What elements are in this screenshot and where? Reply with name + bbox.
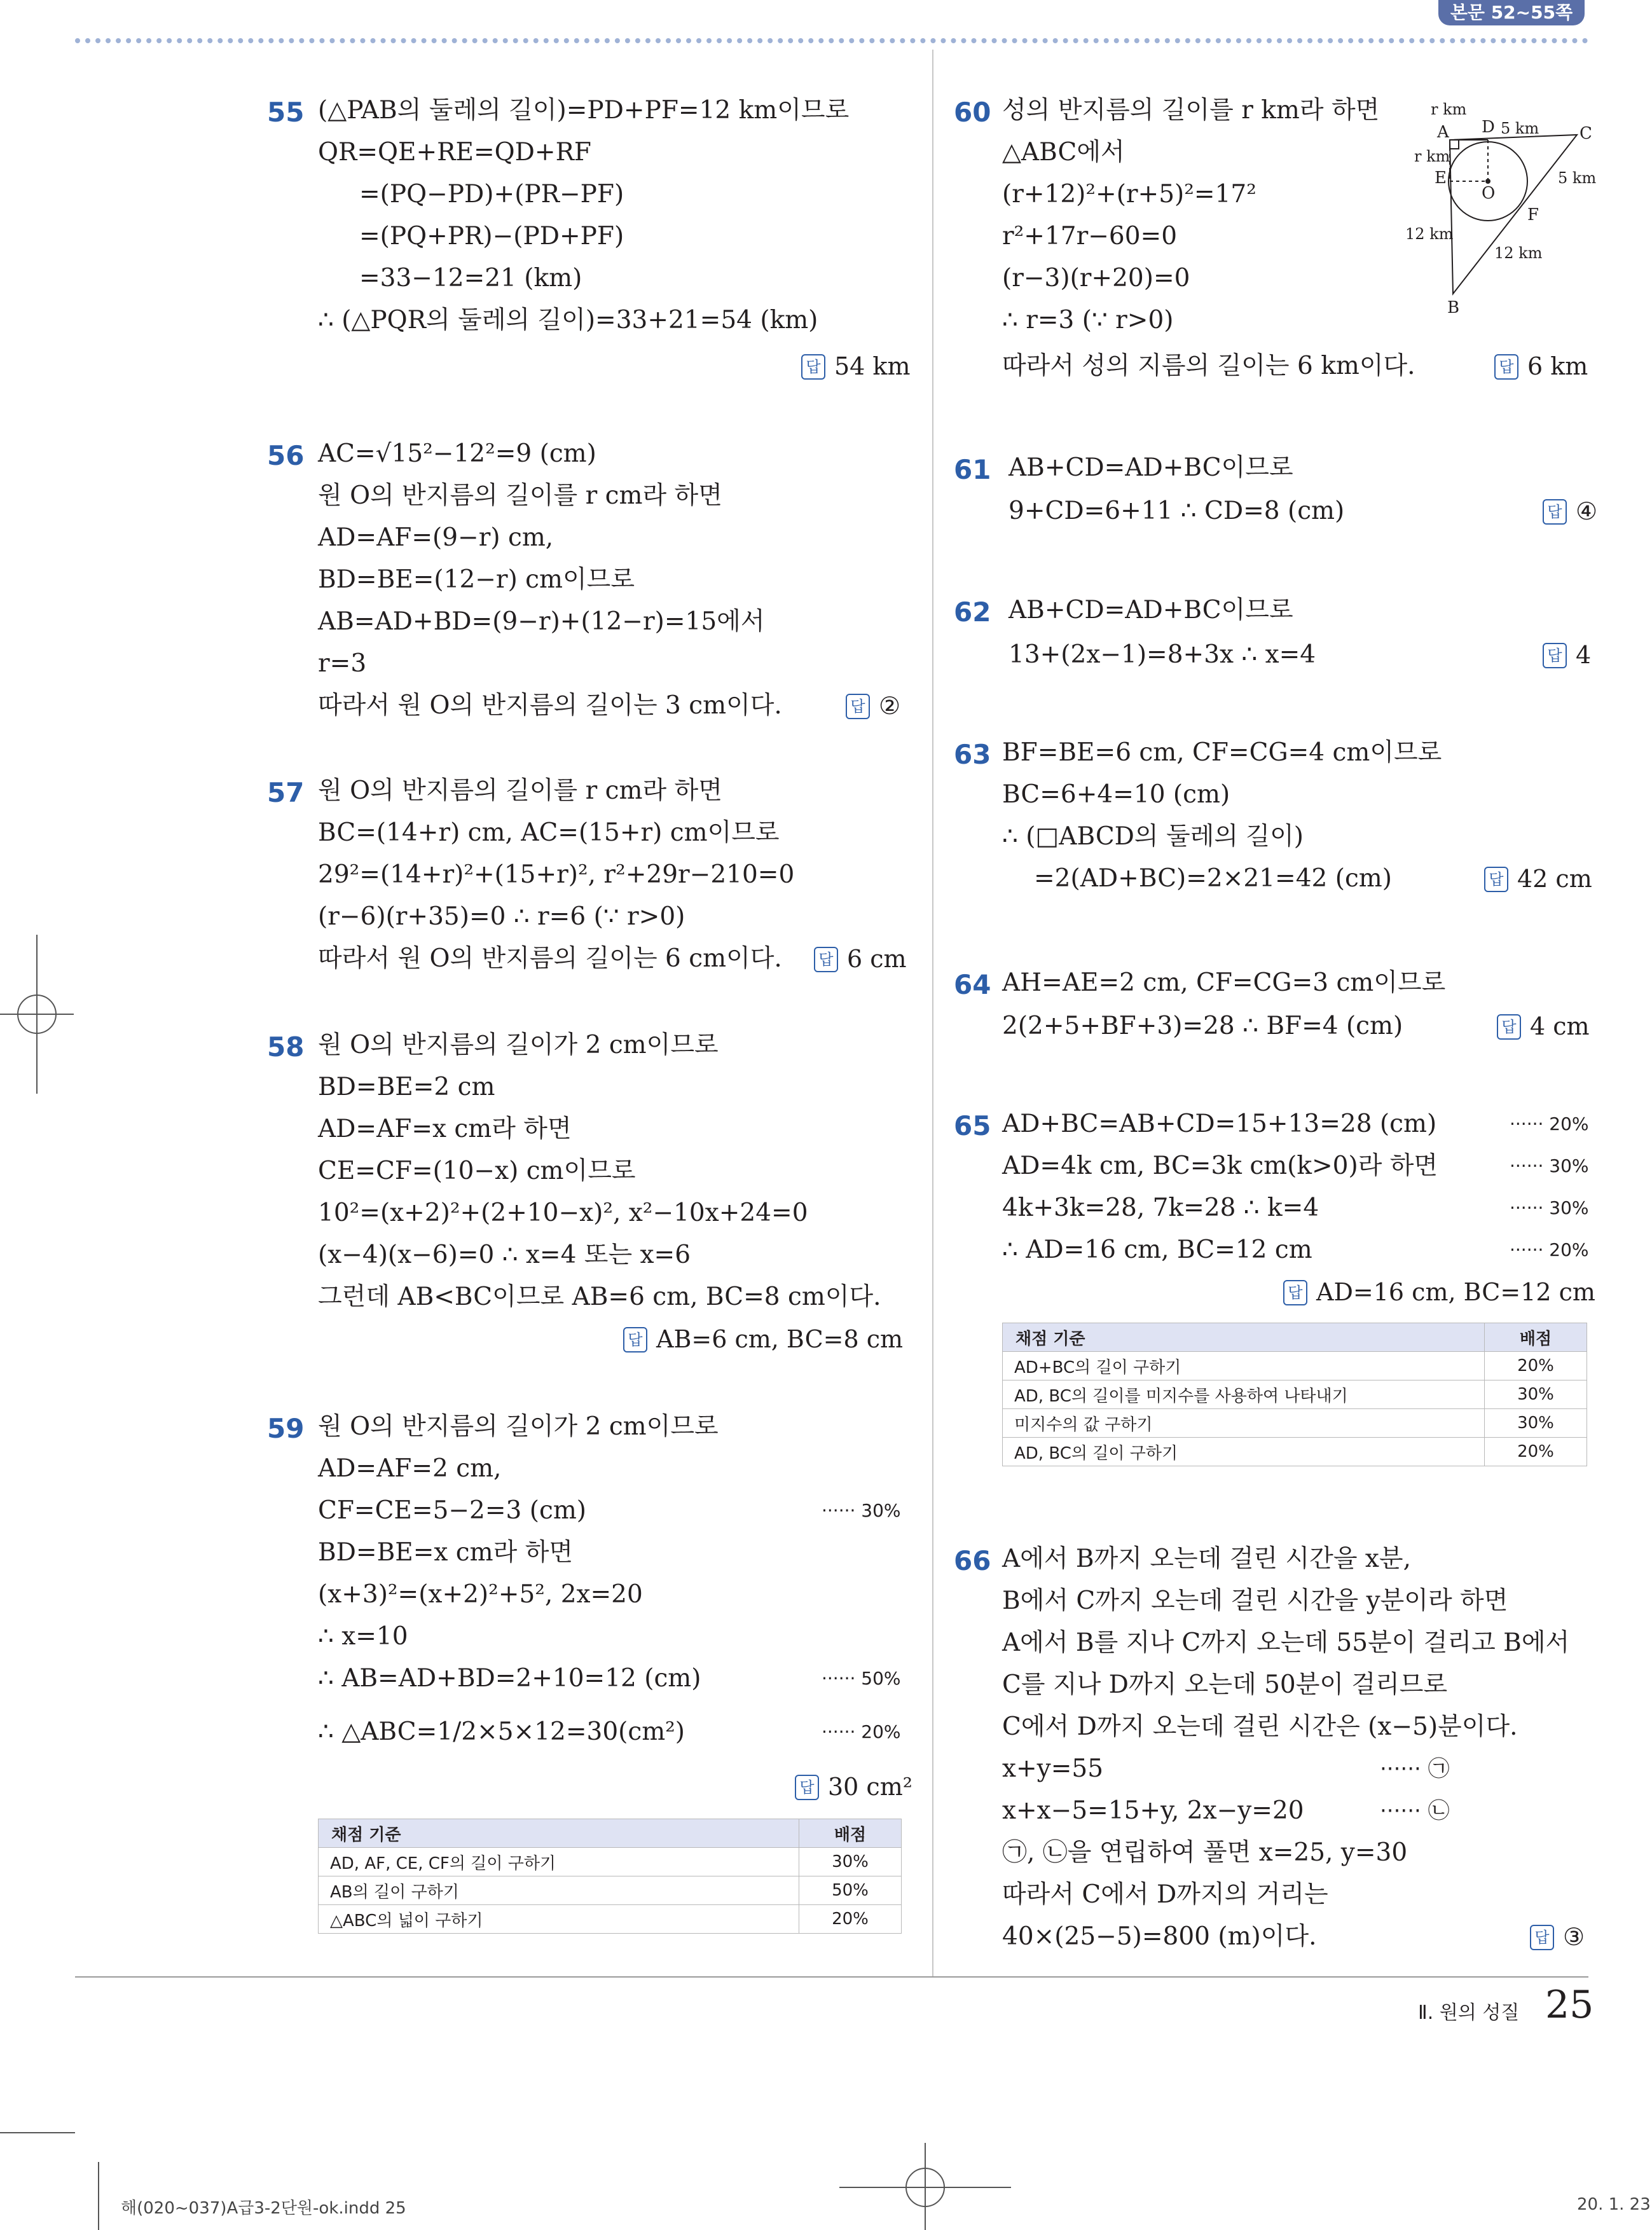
figure-label: C [1580, 124, 1592, 143]
solution-line: 13+(2x−1)=8+3x ∴ x=4 [1008, 640, 1316, 669]
solution-line: =2(AD+BC)=2×21=42 (cm) [1034, 864, 1393, 893]
solution-line: AD=AF=2 cm, [318, 1454, 502, 1483]
solution-line: =(PQ+PR)−(PD+PF) [359, 222, 624, 251]
solution-line: AB+CD=AD+BC이므로 [1008, 453, 1293, 482]
solution-line: ㉠, ㉡을 연립하여 풀면 x=25, y=30 [1002, 1838, 1408, 1867]
answer-mark: 답 [1530, 1925, 1554, 1950]
chapter-title: Ⅱ. 원의 성질 [1418, 2002, 1520, 2024]
score-percent: ······ 30% [1510, 1155, 1589, 1176]
answer: 답 30 cm² [795, 1772, 912, 1802]
crop-mark-bottom-left [0, 2124, 108, 2230]
answer: 답 4 cm [1497, 1011, 1590, 1042]
answer: 답 4 [1543, 640, 1591, 670]
solution-line: CF=CE=5−2=3 (cm) [318, 1496, 587, 1525]
table-row: AD, BC의 길이를 미지수를 사용하여 나타내기 30% [1003, 1380, 1587, 1409]
score-percent: ······ 20% [1510, 1113, 1589, 1134]
problem-number: 63 [954, 739, 991, 770]
problem-number: 64 [954, 969, 991, 1000]
figure-label: r km [1414, 148, 1450, 165]
registration-mark-bottom [839, 2130, 1011, 2230]
solution-line: BD=BE=x cm라 하면 [318, 1538, 574, 1567]
equation-marker: ······ ㉠ [1380, 1756, 1450, 1782]
figure-label: 12 km [1405, 225, 1454, 243]
figure-label: F [1527, 205, 1539, 224]
solution-line: 원 O의 반지름의 길이를 r cm라 하면 [318, 481, 722, 510]
solution-line: 9+CD=6+11 ∴ CD=8 (cm) [1008, 497, 1345, 525]
solution-line: B에서 C까지 오는데 걸린 시간을 y분이라 하면 [1002, 1586, 1508, 1615]
table-header: 배점 [799, 1819, 902, 1848]
problem-number: 65 [954, 1110, 991, 1141]
table-header: 채점 기준 [319, 1819, 799, 1848]
table-row: △ABC의 넓이 구하기 20% [319, 1905, 902, 1934]
answer: 답 54 km [801, 351, 911, 382]
page-range-tab: 본문 52~55쪽 [1438, 0, 1585, 25]
solution-line: ∴ x=10 [318, 1622, 408, 1651]
solution-line: A에서 B를 지나 C까지 오는데 55분이 걸리고 B에서 [1002, 1628, 1570, 1657]
figure-label: 5 km [1501, 120, 1539, 137]
answer-mark: 답 [1543, 643, 1567, 668]
table-header: 채점 기준 [1003, 1323, 1485, 1352]
answer-mark: 답 [1283, 1280, 1307, 1305]
answer: 답 ③ [1530, 1922, 1585, 1952]
solution-line: C를 지나 D까지 오는데 50분이 걸리므로 [1002, 1670, 1448, 1699]
solution-line: ∴ AD=16 cm, BC=12 cm [1002, 1235, 1312, 1264]
answer-mark: 답 [801, 354, 825, 380]
solution-line: 따라서 원 O의 반지름의 길이는 6 cm이다. [318, 944, 782, 973]
answer: 답 6 km [1494, 351, 1588, 382]
answer-mark: 답 [1497, 1014, 1521, 1040]
table-row: AD+BC의 길이 구하기 20% [1003, 1352, 1587, 1380]
solution-line: 2(2+5+BF+3)=28 ∴ BF=4 (cm) [1002, 1012, 1403, 1040]
score-percent: ······ 50% [822, 1668, 901, 1689]
solution-line: (△PAB의 둘레의 길이)=PD+PF=12 km이므로 [318, 96, 850, 125]
footer-rule [75, 1976, 1588, 1978]
solution-line: AD+BC=AB+CD=15+13=28 (cm) [1002, 1110, 1437, 1138]
solution-line: △ABC에서 [1002, 138, 1125, 167]
figure-label: r km [1431, 100, 1467, 118]
answer: 답 42 cm [1484, 864, 1592, 894]
figure-label: B [1447, 298, 1460, 317]
solution-line: 4k+3k=28, 7k=28 ∴ k=4 [1002, 1194, 1319, 1222]
answer-mark: 답 [1494, 354, 1518, 380]
problem-number: 66 [954, 1545, 991, 1576]
header-dotted-rule [75, 38, 1588, 43]
solution-line: AD=AF=x cm라 하면 [318, 1115, 572, 1143]
problem-number: 56 [267, 440, 305, 471]
answer: 답 ④ [1543, 496, 1597, 527]
figure-label: A [1437, 123, 1449, 142]
solution-line: 원 O의 반지름의 길이가 2 cm이므로 [318, 1412, 719, 1441]
solution-line: BC=(14+r) cm, AC=(15+r) cm이므로 [318, 818, 780, 847]
score-percent: ······ 30% [1510, 1197, 1589, 1218]
figure-label: D [1482, 118, 1495, 137]
solution-line: (x−4)(x−6)=0 ∴ x=4 또는 x=6 [318, 1241, 691, 1269]
table-row: AD, AF, CE, CF의 길이 구하기 30% [319, 1848, 902, 1876]
page-number: 25 [1545, 1983, 1594, 2027]
solution-line: 10²=(x+2)²+(2+10−x)², x²−10x+24=0 [318, 1199, 808, 1227]
table-row: AD, BC의 길이 구하기 20% [1003, 1438, 1587, 1466]
solution-line: 그런데 AB<BC이므로 AB=6 cm, BC=8 cm이다. [318, 1283, 881, 1311]
answer: 답 AB=6 cm, BC=8 cm [623, 1324, 903, 1354]
registration-mark-left [0, 935, 76, 1094]
answer-mark: 답 [846, 694, 870, 719]
solution-line: 따라서 성의 지름의 길이는 6 km이다. [1002, 352, 1415, 380]
table-header: 배점 [1485, 1323, 1587, 1352]
answer-mark: 답 [814, 947, 838, 972]
solution-line: 29²=(14+r)²+(15+r)², r²+29r−210=0 [318, 860, 795, 889]
problem-number: 55 [267, 97, 305, 128]
solution-line: AB=AD+BD=(9−r)+(12−r)=15에서 [318, 607, 765, 636]
solution-line: r²+17r−60=0 [1002, 222, 1178, 251]
solution-line: 따라서 C에서 D까지의 거리는 [1002, 1880, 1328, 1909]
solution-line: AH=AE=2 cm, CF=CG=3 cm이므로 [1002, 968, 1446, 997]
answer-mark: 답 [1543, 499, 1567, 525]
problem-number: 59 [267, 1413, 305, 1444]
print-date: 20. 1. 23 [1577, 2195, 1651, 2214]
figure-label: O [1482, 184, 1496, 203]
problem-number: 61 [954, 454, 991, 485]
solution-line: BD=BE=(12−r) cm이므로 [318, 565, 635, 594]
score-percent: ······ 20% [822, 1721, 901, 1742]
answer: 답 AD=16 cm, BC=12 cm [1283, 1277, 1595, 1307]
equation-marker: ······ ㉡ [1380, 1798, 1450, 1824]
solution-line: =33−12=21 (km) [359, 264, 582, 293]
answer: 답 ② [846, 691, 900, 721]
solution-line: x+x−5=15+y, 2x−y=20 [1002, 1796, 1304, 1825]
solution-line: (x+3)²=(x+2)²+5², 2x=20 [318, 1580, 643, 1609]
solution-line: ∴ △ABC=1/2×5×12=30(cm²) [318, 1717, 685, 1746]
problem-number: 57 [267, 777, 305, 808]
solution-line: 따라서 원 O의 반지름의 길이는 3 cm이다. [318, 691, 782, 720]
answer: 답 6 cm [814, 944, 907, 974]
table-row: AB의 길이 구하기 50% [319, 1876, 902, 1905]
file-name: 해(020~037)A급3-2단원-ok.indd 25 [121, 2199, 406, 2218]
solution-line: 원 O의 반지름의 길이가 2 cm이므로 [318, 1031, 719, 1059]
figure-label: 12 km [1494, 244, 1543, 262]
solution-line: (r−6)(r+35)=0 ∴ r=6 (∵ r>0) [318, 902, 685, 931]
solution-line: 40×(25−5)=800 (m)이다. [1002, 1922, 1317, 1951]
solution-line: x+y=55 [1002, 1754, 1104, 1783]
scoring-table [318, 1819, 902, 1934]
solution-line: AC=√15²−12²=9 (cm) [318, 439, 596, 468]
solution-line: A에서 B까지 오는데 걸린 시간을 x분, [1002, 1545, 1411, 1573]
problem-number: 62 [954, 596, 991, 628]
score-percent: ······ 30% [822, 1500, 901, 1521]
problem-number: 58 [267, 1031, 305, 1063]
solution-line: BD=BE=2 cm [318, 1073, 495, 1101]
table-row: 미지수의 값 구하기 30% [1003, 1409, 1587, 1438]
solution-line: ∴ r=3 (∵ r>0) [1002, 306, 1174, 334]
figure-label: 5 km [1558, 169, 1597, 187]
solution-line: ∴ (△PQR의 둘레의 길이)=33+21=54 (km) [318, 306, 818, 334]
scoring-table [1002, 1323, 1587, 1466]
problem-number: 60 [954, 97, 991, 128]
solution-line: =(PQ−PD)+(PR−PF) [359, 180, 624, 209]
score-percent: ······ 20% [1510, 1239, 1589, 1260]
castle-triangle-figure [1386, 95, 1602, 318]
solution-line: AD=AF=(9−r) cm, [318, 523, 554, 552]
solution-line: BF=BE=6 cm, CF=CG=4 cm이므로 [1002, 738, 1442, 767]
solution-line: QR=QE+RE=QD+RF [318, 138, 591, 167]
solution-line: BC=6+4=10 (cm) [1002, 780, 1230, 809]
solution-line: C에서 D까지 오는데 걸린 시간은 (x−5)분이다. [1002, 1712, 1518, 1741]
solution-line: AD=4k cm, BC=3k cm(k>0)라 하면 [1002, 1152, 1438, 1180]
solution-line: 성의 반지름의 길이를 r km라 하면 [1002, 96, 1380, 125]
solution-line: r=3 [318, 649, 367, 678]
answer-mark: 답 [795, 1775, 819, 1800]
solution-line: AB+CD=AD+BC이므로 [1008, 596, 1293, 624]
solution-line: ∴ AB=AD+BD=2+10=12 (cm) [318, 1664, 701, 1693]
answer-mark: 답 [1484, 867, 1508, 892]
solution-line: (r−3)(r+20)=0 [1002, 264, 1190, 293]
solution-line: ∴ (□ABCD의 둘레의 길이) [1002, 822, 1304, 851]
solution-line: 원 O의 반지름의 길이를 r cm라 하면 [318, 776, 722, 805]
solution-line: (r+12)²+(r+5)²=17² [1002, 180, 1256, 209]
answer-mark: 답 [623, 1327, 647, 1352]
column-divider [932, 50, 933, 1976]
solution-line: CE=CF=(10−x) cm이므로 [318, 1157, 636, 1185]
figure-label: E [1435, 169, 1447, 188]
